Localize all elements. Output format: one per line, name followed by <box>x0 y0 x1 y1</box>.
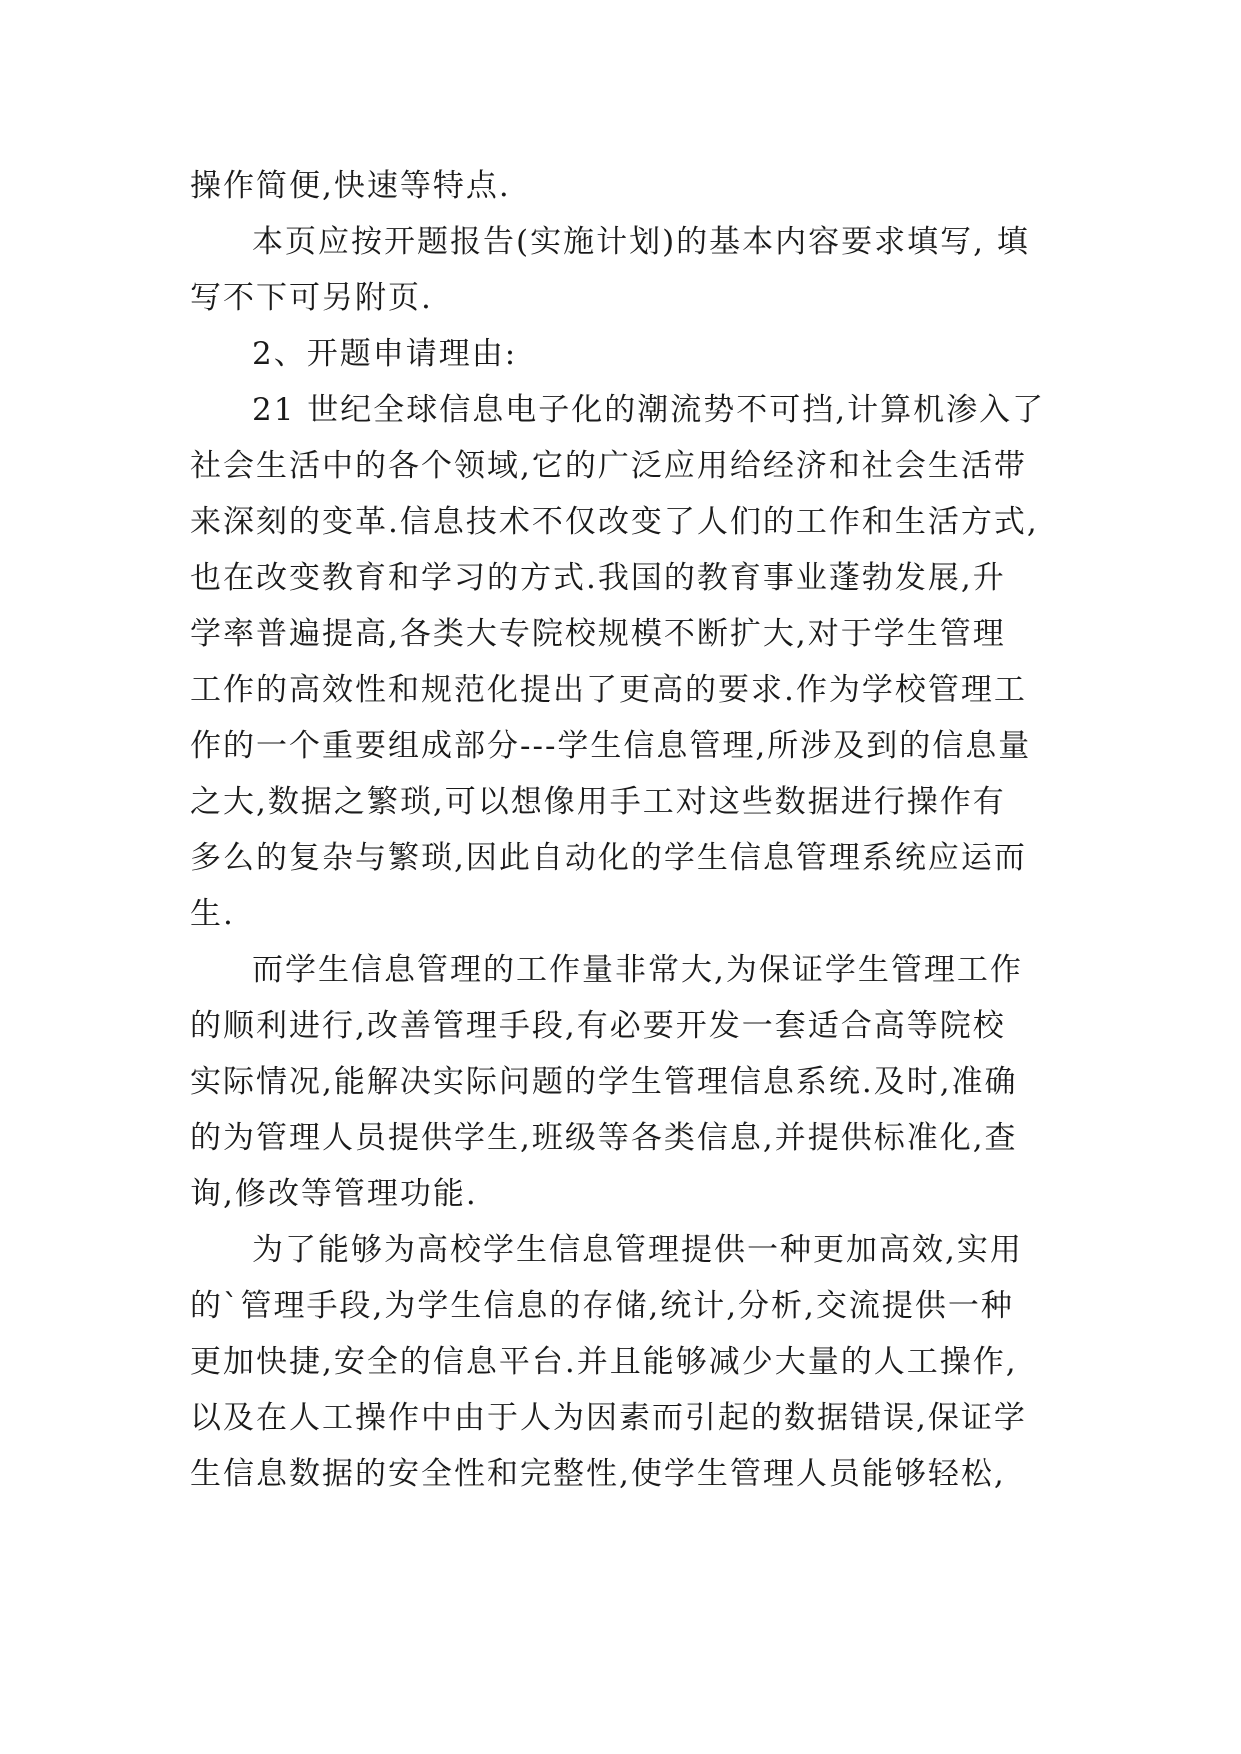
text-line: 工作的高效性和规范化提出了更高的要求.作为学校管理工 <box>190 672 1027 708</box>
text-line: 而学生信息管理的工作量非常大,为保证学生管理工作 <box>252 952 1023 988</box>
text-line: 的为管理人员提供学生,班级等各类信息,并提供标准化,查 <box>190 1120 1018 1156</box>
text-line: 询,修改等管理功能. <box>190 1176 478 1212</box>
text-line: 的顺利进行,改善管理手段,有必要开发一套适合高等院校 <box>190 1008 1006 1044</box>
text-line: 多么的复杂与繁琐,因此自动化的学生信息管理系统应运而 <box>190 840 1027 876</box>
section-heading: 2、开题申请理由: <box>252 336 518 372</box>
text-line: 来深刻的变革.信息技术不仅改变了人们的工作和生活方式, <box>190 504 1039 540</box>
text-line: 也在改变教育和学习的方式.我国的教育事业蓬勃发展,升 <box>190 560 1006 596</box>
text-line: 本页应按开题报告(实施计划)的基本内容要求填写, 填 <box>252 224 1030 260</box>
text-line: 21 世纪全球信息电子化的潮流势不可挡,计算机渗入了 <box>252 392 1046 428</box>
text-line: 写不下可另附页. <box>190 280 433 316</box>
text-line: 生. <box>190 896 235 932</box>
document-body <box>190 158 1058 1502</box>
text-line: 操作简便,快速等特点. <box>190 168 511 204</box>
text-line: 以及在人工操作中由于人为因素而引起的数据错误,保证学 <box>190 1400 1027 1436</box>
text-line: 实际情况,能解决实际问题的学生管理信息系统.及时,准确 <box>190 1064 1018 1100</box>
text-line: 生信息数据的安全性和完整性,使学生管理人员能够轻松, <box>190 1456 1006 1492</box>
text-line: 作的一个重要组成部分---学生信息管理,所涉及到的信息量 <box>190 728 1032 764</box>
text-line: 更加快捷,安全的信息平台.并且能够减少大量的人工操作, <box>190 1344 1018 1380</box>
text-line: 社会生活中的各个领域,它的广泛应用给经济和社会生活带 <box>190 448 1027 484</box>
text-line: 之大,数据之繁琐,可以想像用手工对这些数据进行操作有 <box>190 784 1006 820</box>
text-line: 的`管理手段,为学生信息的存储,统计,分析,交流提供一种 <box>190 1288 1014 1324</box>
text-line: 为了能够为高校学生信息管理提供一种更加高效,实用 <box>252 1232 1023 1268</box>
text-line: 学率普遍提高,各类大专院校规模不断扩大,对于学生管理 <box>190 616 1006 652</box>
